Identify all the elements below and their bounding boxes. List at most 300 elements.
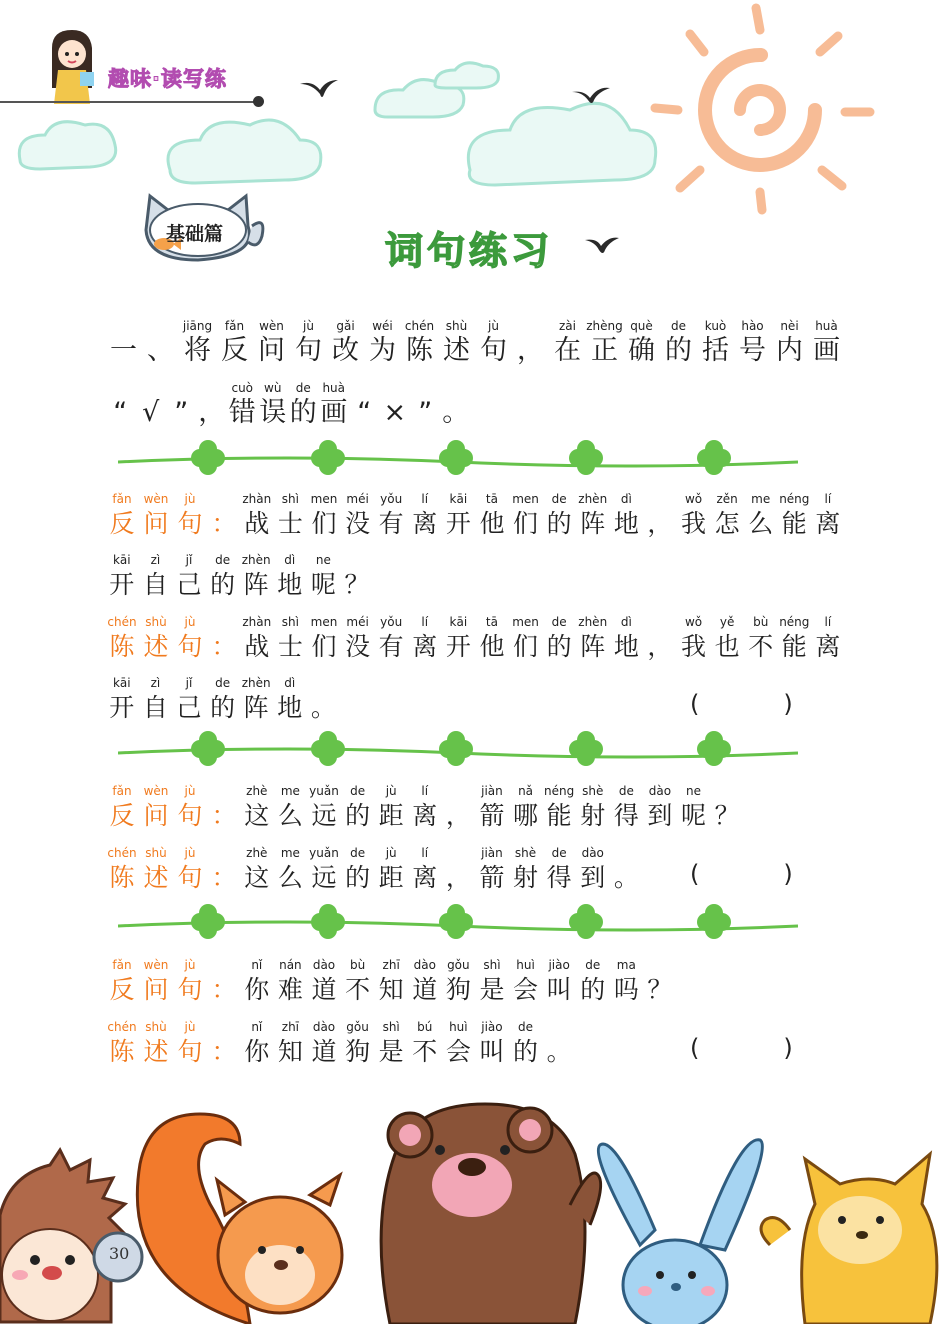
ruby-char xyxy=(139,782,173,832)
ruby-char xyxy=(179,317,216,367)
ruby-char xyxy=(442,844,476,894)
hanzi: ： xyxy=(211,632,237,661)
chenshu-label xyxy=(105,613,241,663)
pinyin: nán xyxy=(279,958,302,972)
pinyin: men xyxy=(512,492,539,506)
pinyin: jiāng xyxy=(182,319,213,333)
hanzi: 的 xyxy=(513,1037,539,1066)
pinyin: wǒ xyxy=(684,615,703,629)
pinyin: shì xyxy=(281,615,299,629)
hanzi: 们 xyxy=(311,509,337,538)
ruby-char xyxy=(341,782,375,832)
pinyin: méi xyxy=(346,615,369,629)
ruby-char xyxy=(475,317,512,367)
ruby-char xyxy=(207,956,241,1006)
header-rule xyxy=(0,101,258,103)
hanzi: ， xyxy=(198,397,226,428)
header-rule-dot xyxy=(253,96,264,107)
hanzi: 述 xyxy=(143,863,169,892)
hanzi: 会 xyxy=(445,1037,471,1066)
pinyin: yuǎn xyxy=(309,784,339,798)
pinyin: zhè xyxy=(246,784,268,798)
hanzi: 离 xyxy=(412,801,438,830)
hanzi: ， xyxy=(517,335,544,366)
ruby-char xyxy=(710,782,744,832)
fanwen-label xyxy=(105,956,241,1006)
hanzi: ？ xyxy=(344,570,370,599)
hanzi: 问 xyxy=(143,801,169,830)
pinyin: chén xyxy=(107,1020,137,1034)
hanzi: 的 xyxy=(546,632,572,661)
vine-divider xyxy=(118,904,798,944)
ruby-char xyxy=(408,490,442,540)
hanzi: 有 xyxy=(378,509,404,538)
ruby-char xyxy=(173,1018,207,1068)
clover-icon xyxy=(569,904,603,939)
ruby-char xyxy=(509,956,543,1006)
hanzi: 问 xyxy=(143,975,169,1004)
ruby-char xyxy=(240,782,274,832)
pinyin: nèi xyxy=(780,319,799,333)
hanzi: 阵 xyxy=(243,570,269,599)
vine-divider xyxy=(118,731,798,771)
ruby-char xyxy=(744,490,778,540)
ruby-char xyxy=(475,844,509,894)
pinyin: zhèn xyxy=(578,492,608,506)
ruby-char xyxy=(677,490,711,540)
ruby-char xyxy=(441,379,472,429)
ruby-char xyxy=(166,379,197,429)
pinyin: de xyxy=(551,492,567,506)
ruby-char xyxy=(364,317,401,367)
ruby-char xyxy=(240,956,274,1006)
ruby-char xyxy=(105,674,139,724)
ruby-char xyxy=(172,674,206,724)
pinyin: zhèng xyxy=(586,319,623,333)
clover-icon xyxy=(569,731,603,766)
ruby-char xyxy=(475,956,509,1006)
hanzi: 的 xyxy=(580,975,606,1004)
fanwen-sentence xyxy=(240,956,677,1006)
hanzi: 的 xyxy=(345,801,371,830)
hanzi: ” xyxy=(418,397,433,428)
hanzi: 箭 xyxy=(479,801,505,830)
hanzi: 地 xyxy=(613,509,639,538)
pinyin: huì xyxy=(516,958,535,972)
ruby-char xyxy=(374,1018,408,1068)
hanzi: ： xyxy=(211,975,237,1004)
ruby-char xyxy=(576,844,610,894)
pinyin: fǎn xyxy=(112,492,132,506)
ruby-char xyxy=(576,613,610,663)
pinyin: wǒ xyxy=(684,492,703,506)
hanzi: 狗 xyxy=(445,975,471,1004)
pinyin: dào xyxy=(312,958,336,972)
hanzi: 他 xyxy=(479,509,505,538)
clover-icon xyxy=(191,731,225,766)
ruby-char xyxy=(410,379,441,429)
hanzi: 得 xyxy=(546,863,572,892)
ruby-char xyxy=(442,782,476,832)
ruby-char xyxy=(207,490,241,540)
chenshu-sentence-cont xyxy=(105,674,340,724)
ruby-char xyxy=(660,317,697,367)
clover-icon xyxy=(191,904,225,939)
hanzi: 距 xyxy=(378,863,404,892)
hanzi: 呢 xyxy=(310,570,336,599)
pinyin: jù xyxy=(488,319,499,333)
ruby-char xyxy=(542,956,576,1006)
ruby-char xyxy=(610,844,644,894)
hanzi: 地 xyxy=(277,693,303,722)
ruby-char xyxy=(380,379,411,429)
ruby-char xyxy=(105,782,139,832)
ruby-char xyxy=(274,490,308,540)
pinyin: jiào xyxy=(548,958,570,972)
hanzi: 句 xyxy=(177,509,203,538)
hanzi: ？ xyxy=(714,801,740,830)
hanzi: 句 xyxy=(480,335,507,366)
ruby-char xyxy=(139,1018,173,1068)
ruby-char xyxy=(105,379,136,429)
clover-icon xyxy=(697,904,731,939)
ruby-char xyxy=(307,1018,341,1068)
pinyin: bù xyxy=(753,615,769,629)
vine-divider xyxy=(118,440,798,480)
fanwen-sentence-cont xyxy=(105,551,374,601)
hanzi: ， xyxy=(647,509,673,538)
ruby-char xyxy=(512,317,549,367)
hanzi: 哪 xyxy=(513,801,539,830)
answer-blank[interactable]: ( ) xyxy=(690,690,793,718)
pinyin: fǎn xyxy=(112,958,132,972)
pinyin: shè xyxy=(514,846,537,860)
hanzi: 开 xyxy=(109,693,135,722)
hanzi: 。 xyxy=(613,863,639,892)
pinyin: chén xyxy=(107,846,137,860)
ruby-char xyxy=(408,1018,442,1068)
pinyin: kāi xyxy=(112,553,131,567)
hanzi: 距 xyxy=(378,801,404,830)
pinyin: nǐ xyxy=(251,1020,263,1034)
pinyin: de xyxy=(350,784,366,798)
ruby-char xyxy=(744,613,778,663)
hanzi: 的 xyxy=(546,509,572,538)
hanzi: 地 xyxy=(613,632,639,661)
hanzi: 陈 xyxy=(109,863,135,892)
pinyin: chén xyxy=(404,319,435,333)
hanzi: 号 xyxy=(739,335,766,366)
hanzi: 狗 xyxy=(345,1037,371,1066)
answer-blank[interactable]: ( ) xyxy=(690,860,793,888)
pinyin: gǒu xyxy=(447,958,470,972)
hanzi: 离 xyxy=(412,509,438,538)
ruby-char xyxy=(475,1018,509,1068)
ruby-char xyxy=(643,956,677,1006)
pinyin: lí xyxy=(421,784,429,798)
hanzi: 没 xyxy=(345,509,371,538)
hanzi: 离 xyxy=(412,863,438,892)
pinyin: huà xyxy=(815,319,838,333)
ruby-char xyxy=(509,782,543,832)
hanzi: 问 xyxy=(143,509,169,538)
ruby-char xyxy=(273,674,307,724)
ruby-char xyxy=(408,613,442,663)
ruby-char xyxy=(586,317,623,367)
pinyin: jù xyxy=(385,784,397,798)
hanzi: 的 xyxy=(665,335,692,366)
pinyin: de xyxy=(295,381,311,395)
ruby-char xyxy=(623,317,660,367)
hanzi: 误 xyxy=(259,397,287,428)
hanzi: 射 xyxy=(580,801,606,830)
ruby-char xyxy=(542,1018,576,1068)
ruby-char xyxy=(677,613,711,663)
series-title: 趣味·读写练 xyxy=(108,67,227,91)
ruby-char xyxy=(274,844,308,894)
pinyin: fǎn xyxy=(112,784,132,798)
ruby-char xyxy=(341,490,375,540)
pinyin: yǒu xyxy=(380,615,403,629)
hanzi: 离 xyxy=(815,509,841,538)
pinyin: cuò xyxy=(231,381,254,395)
mascot-girl-illustration xyxy=(40,28,105,108)
ruby-char xyxy=(408,956,442,1006)
pinyin: shù xyxy=(145,1020,167,1034)
ruby-char xyxy=(197,379,228,429)
pinyin: dì xyxy=(284,676,296,690)
pinyin: fǎn xyxy=(224,319,245,333)
fanwen-sentence xyxy=(240,782,744,832)
ruby-char xyxy=(288,379,319,429)
ruby-char xyxy=(172,551,206,601)
pinyin: de xyxy=(618,784,634,798)
ruby-char xyxy=(542,844,576,894)
hanzi: 会 xyxy=(513,975,539,1004)
hanzi: 、 xyxy=(147,335,174,366)
hanzi: 箭 xyxy=(479,863,505,892)
ruby-char xyxy=(643,613,677,663)
hanzi: 句 xyxy=(177,863,203,892)
pinyin: de xyxy=(350,846,366,860)
pinyin: kuò xyxy=(704,319,727,333)
pinyin: ne xyxy=(315,553,331,567)
ruby-char xyxy=(319,379,350,429)
chenshu-label xyxy=(105,1018,241,1068)
hanzi: 不 xyxy=(748,632,774,661)
ruby-char xyxy=(173,956,207,1006)
pinyin: kāi xyxy=(112,676,131,690)
pinyin: de xyxy=(518,1020,534,1034)
hanzi: 阵 xyxy=(580,632,606,661)
hanzi: 反 xyxy=(109,801,135,830)
ruby-char xyxy=(542,782,576,832)
fanwen-label xyxy=(105,782,241,832)
hanzi: 画 xyxy=(320,397,348,428)
pinyin: dào xyxy=(581,846,604,860)
hanzi: 己 xyxy=(176,693,202,722)
hanzi: 离 xyxy=(412,632,438,661)
pinyin: jù xyxy=(184,1020,196,1034)
ruby-char xyxy=(374,490,408,540)
pinyin: de xyxy=(671,319,686,333)
ruby-char xyxy=(253,317,290,367)
page-title: 词句练习 xyxy=(385,229,554,273)
hanzi: 么 xyxy=(277,801,303,830)
ruby-char xyxy=(240,613,274,663)
pinyin: zhèn xyxy=(241,553,271,567)
hanzi: 反 xyxy=(109,509,135,538)
hanzi: 句 xyxy=(177,1037,203,1066)
pinyin: chén xyxy=(107,615,137,629)
hanzi: 你 xyxy=(244,1037,270,1066)
ruby-char xyxy=(206,551,240,601)
ruby-char xyxy=(438,317,475,367)
hanzi: 远 xyxy=(311,863,337,892)
hanzi: 的 xyxy=(210,570,236,599)
ruby-char xyxy=(509,613,543,663)
ruby-char xyxy=(142,317,179,367)
hanzi: 反 xyxy=(109,975,135,1004)
hanzi: 能 xyxy=(781,632,807,661)
ruby-char xyxy=(258,379,289,429)
hanzi: 到 xyxy=(647,801,673,830)
pinyin: kāi xyxy=(449,492,468,506)
ruby-char xyxy=(710,613,744,663)
hanzi: 问 xyxy=(258,335,285,366)
pinyin: yě xyxy=(719,615,735,629)
hanzi: 射 xyxy=(513,863,539,892)
ruby-char xyxy=(216,317,253,367)
ruby-char xyxy=(105,844,139,894)
hanzi: 这 xyxy=(244,863,270,892)
ruby-char xyxy=(274,782,308,832)
hanzi: ， xyxy=(445,863,471,892)
pinyin: zhè xyxy=(246,846,268,860)
pinyin: zhàn xyxy=(242,615,272,629)
fanwen-sentence xyxy=(240,490,845,540)
pinyin: shì xyxy=(382,1020,400,1034)
pinyin: dì xyxy=(620,492,632,506)
bear-illustration xyxy=(381,1104,601,1324)
pinyin: zhèn xyxy=(578,615,608,629)
pinyin: zì xyxy=(150,553,161,567)
hanzi: 怎 xyxy=(714,509,740,538)
pinyin: me xyxy=(751,492,771,506)
hanzi: 改 xyxy=(332,335,359,366)
ruby-char xyxy=(340,551,374,601)
hanzi: 道 xyxy=(311,975,337,1004)
hanzi: 有 xyxy=(378,632,404,661)
pinyin: zì xyxy=(150,676,161,690)
hanzi: 难 xyxy=(277,975,303,1004)
ruby-char xyxy=(643,782,677,832)
pinyin: gǎi xyxy=(336,319,355,333)
ruby-char xyxy=(442,1018,476,1068)
answer-blank[interactable]: ( ) xyxy=(690,1034,793,1062)
hanzi: 。 xyxy=(310,693,336,722)
fox-illustration xyxy=(761,1154,937,1324)
hanzi: 正 xyxy=(591,335,618,366)
clover-icon xyxy=(439,440,473,475)
pinyin: ma xyxy=(616,958,636,972)
ruby-char xyxy=(139,613,173,663)
ruby-char xyxy=(139,490,173,540)
ruby-char xyxy=(173,490,207,540)
pinyin: jù xyxy=(385,846,397,860)
hanzi: ： xyxy=(211,1037,237,1066)
hanzi: 将 xyxy=(184,335,211,366)
clover-icon xyxy=(311,904,345,939)
ruby-char xyxy=(475,782,509,832)
ruby-char xyxy=(105,613,139,663)
animals-illustration xyxy=(0,1095,950,1324)
ruby-char xyxy=(475,613,509,663)
ruby-char xyxy=(811,613,845,663)
hanzi: “ xyxy=(357,397,372,428)
ruby-char xyxy=(408,844,442,894)
pinyin: shù xyxy=(445,319,468,333)
pinyin: jiàn xyxy=(481,784,503,798)
hanzi: 们 xyxy=(513,632,539,661)
clover-icon xyxy=(697,440,731,475)
hanzi: 内 xyxy=(776,335,803,366)
pinyin: zhèn xyxy=(241,676,271,690)
clover-icon xyxy=(697,731,731,766)
chenshu-sentence xyxy=(240,613,845,663)
ruby-char xyxy=(341,613,375,663)
pinyin: zhī xyxy=(281,1020,300,1034)
pinyin: nǐ xyxy=(251,958,263,972)
hanzi: 不 xyxy=(345,975,371,1004)
fanwen-label xyxy=(105,490,241,540)
ruby-char xyxy=(677,782,711,832)
ruby-char xyxy=(442,956,476,1006)
pinyin: jǐ xyxy=(185,553,193,567)
hanzi: ： xyxy=(211,801,237,830)
hanzi: ： xyxy=(211,863,237,892)
ruby-char xyxy=(307,844,341,894)
ruby-char xyxy=(610,490,644,540)
ruby-char xyxy=(227,379,258,429)
pinyin: wèn xyxy=(143,958,169,972)
pinyin: shù xyxy=(145,846,167,860)
badge-label: 基础篇 xyxy=(166,223,224,245)
pinyin: zhī xyxy=(382,958,400,972)
pinyin: jù xyxy=(184,958,196,972)
ruby-char xyxy=(710,490,744,540)
ruby-char xyxy=(808,317,845,367)
pinyin: lí xyxy=(421,615,429,629)
hanzi: 么 xyxy=(277,863,303,892)
ruby-char xyxy=(509,1018,543,1068)
ruby-char xyxy=(307,956,341,1006)
pinyin: jù xyxy=(184,492,196,506)
pinyin: men xyxy=(310,615,338,629)
pinyin: néng xyxy=(779,492,810,506)
hanzi: 一 xyxy=(110,335,137,366)
ruby-char xyxy=(207,782,241,832)
hanzi: 没 xyxy=(345,632,371,661)
ruby-char xyxy=(290,317,327,367)
bunny-illustration xyxy=(598,1140,762,1324)
clover-icon xyxy=(191,440,225,475)
ruby-char xyxy=(374,844,408,894)
ruby-char xyxy=(341,956,375,1006)
pinyin: wèn xyxy=(143,784,169,798)
hanzi: 画 xyxy=(813,335,840,366)
pinyin: me xyxy=(280,784,300,798)
